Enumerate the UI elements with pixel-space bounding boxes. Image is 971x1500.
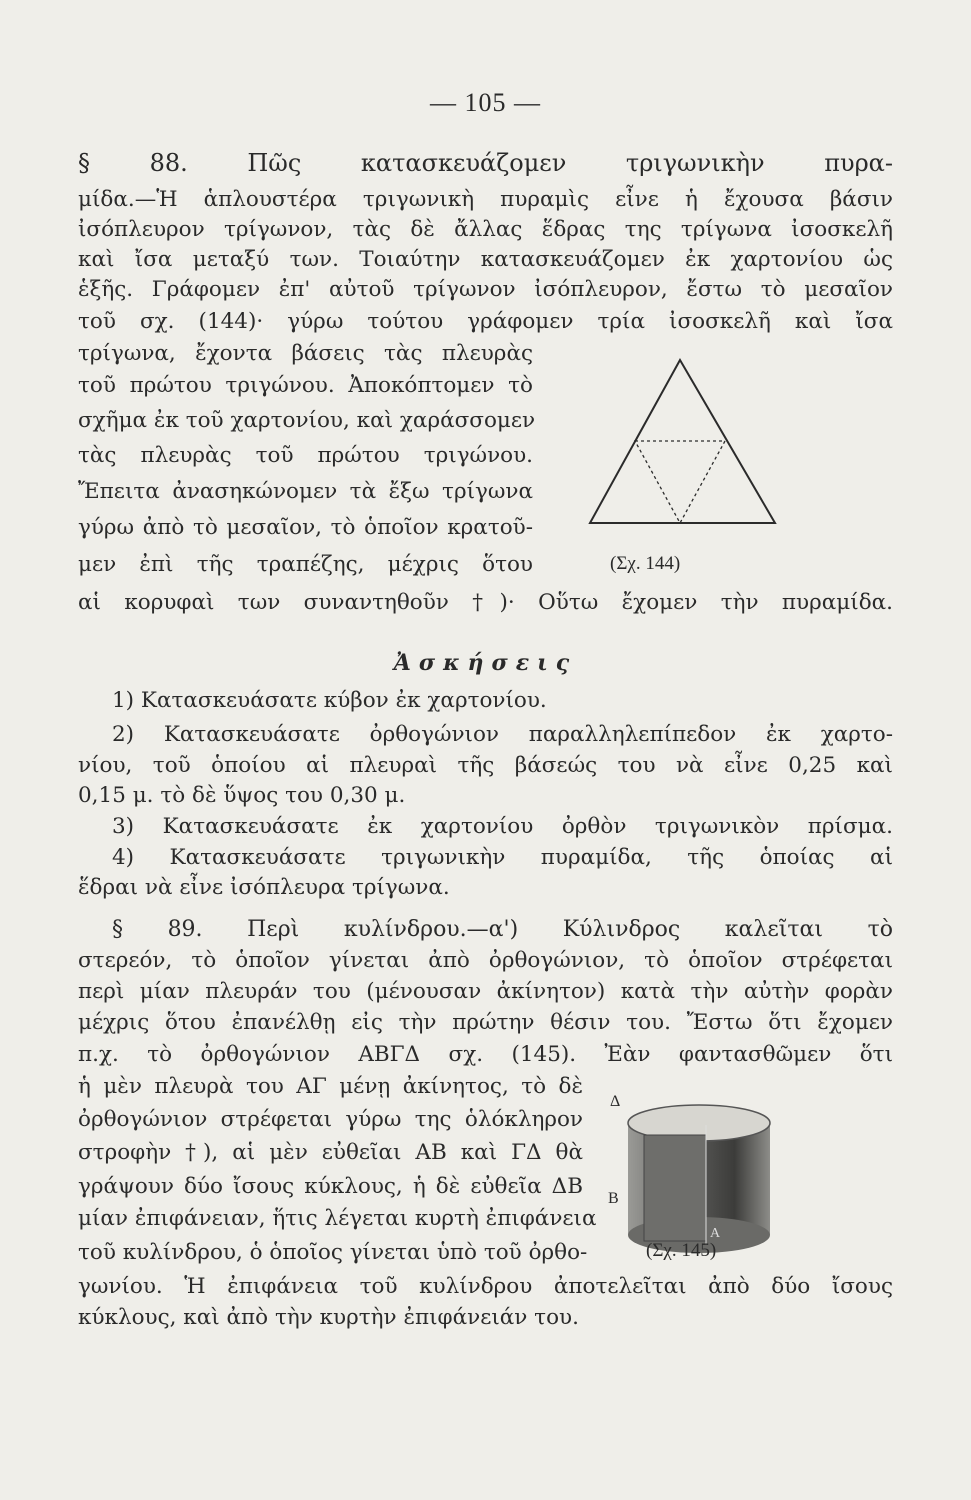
text-line: μίαν ἐπιφάνειαν, ἥτις λέγεται κυρτὴ ἐπιφάνεια — [78, 1206, 597, 1231]
text-line: γωνίου. Ἡ ἐπιφάνεια τοῦ κυλίνδρου ἀποτελεῖται ἀπὸ δύο ἴσους — [78, 1274, 893, 1299]
text-line: τοῦ πρώτου τριγώνου. Ἀποκόπτομεν τὸ — [78, 373, 533, 398]
exercise-item: 3) Κατασκευάσατε ἐκ χαρτονίου ὀρθὸν τριγωνικὸν πρίσμα. — [112, 814, 893, 839]
page-number: — 105 — — [430, 88, 541, 117]
cylinder-label-bottom: Α — [710, 1226, 721, 1241]
text-line: στερεόν, τὸ ὁποῖον γίνεται ἀπὸ ὀρθογώνιον, τὸ ὁποῖον στρέφεται — [78, 948, 893, 973]
text-line: γύρω ἀπὸ τὸ μεσαῖον, τὸ ὁποῖον κρατοῦ- — [78, 515, 533, 540]
text-line: ἑξῆς. Γράφομεν ἐπ' αὐτοῦ τρίγωνον ἰσόπλευρον, ἔστω τὸ μεσαῖον — [78, 277, 893, 302]
exercise-item: 4) Κατασκευάσατε τριγωνικὴν πυραμίδα, τῆς ὁποίας αἱ — [112, 845, 893, 870]
text-line: ἰσόπλευρον τρίγωνον, τὰς δὲ ἄλλας ἕδρας της τρίγωνα ἰσοσκελῆ — [78, 217, 893, 242]
text-line: μίδα.—Ἡ ἁπλουστέρα τριγωνικὴ πυραμὶς εἶνε ἡ ἔχουσα βάσιν — [78, 187, 893, 212]
text-line: τοῦ σχ. (144)· γύρω τούτου γράφομεν τρία ἰσοσκελῆ καὶ ἴσα — [78, 309, 893, 334]
text-line: ὀρθογώνιον στρέφεται γύρω της ὁλόκληρον — [78, 1107, 583, 1132]
exercise-item: 1) Κατασκευάσατε κύβον ἐκ χαρτονίου. — [112, 688, 547, 713]
text-line: μεν ἐπὶ τῆς τραπέζης, μέχρις ὅτου — [78, 552, 533, 577]
figure-145-caption: (Σχ. 145) — [646, 1240, 717, 1261]
text-line: μέχρις ὅτου ἐπανέλθῃ εἰς τὴν πρώτην θέσιν του. Ἔστω ὅτι ἔχομεν — [78, 1010, 893, 1035]
text-line: π.χ. τὸ ὀρθογώνιον ΑΒΓΔ σχ. (145). Ἐὰν φαντασθῶμεν ὅτι — [78, 1042, 893, 1067]
text-line: Ἔπειτα ἀνασηκώνομεν τὰ ἔξω τρίγωνα — [78, 479, 533, 504]
exercise-item: 0,15 μ. τὸ δὲ ὕψος του 0,30 μ. — [78, 783, 406, 808]
text-line: σχῆμα ἐκ τοῦ χαρτονίου, καὶ χαράσσομεν — [78, 408, 536, 433]
cylinder-label-left: Β — [608, 1190, 619, 1207]
text-line: γράψουν δύο ἴσους κύκλους, ἡ δὲ εὐθεῖα ΔΒ — [78, 1174, 583, 1199]
cylinder-label-top: Δ — [610, 1093, 621, 1110]
section-88-heading: § 88. Πῶς κατασκευάζομεν τριγωνικὴν πυρα- — [78, 149, 893, 177]
figure-144-caption: (Σχ. 144) — [610, 553, 681, 574]
exercise-item: ἕδραι νὰ εἶνε ἰσόπλευρα τρίγωνα. — [78, 875, 450, 900]
text-line: τρίγωνα, ἔχοντα βάσεις τὰς πλευρὰς — [78, 341, 533, 366]
text-line: περὶ μίαν πλευράν του (μένουσαν ἀκίνητον) κατὰ τὴν αὐτὴν φορὰν — [78, 979, 893, 1004]
text-line: ἡ μὲν πλευρὰ του ΑΓ μένῃ ἀκίνητος, τὸ δὲ — [78, 1074, 583, 1099]
text-line: στροφὴν †), αἱ μὲν εὐθεῖαι ΑΒ καὶ ΓΔ θὰ — [78, 1140, 583, 1165]
pyramid-net-figure — [575, 355, 795, 535]
text-line: κύκλους, καὶ ἀπὸ τὴν κυρτὴν ἐπιφάνειάν του. — [78, 1305, 579, 1330]
text-line: τὰς πλευρὰς τοῦ πρώτου τριγώνου. — [78, 443, 533, 468]
text-line: καὶ ἴσα μεταξύ των. Τοιαύτην κατασκευάζομεν ἐκ χαρτονίου ὡς — [78, 247, 893, 272]
text-line: τοῦ κυλίνδρου, ὁ ὁποῖος γίνεται ὑπὸ τοῦ ὀρθο- — [78, 1240, 588, 1265]
section-89-heading: § 89. Περὶ κυλίνδρου.—α') Κύλινδρος καλεῖται τὸ — [112, 917, 893, 942]
exercises-title: Ἀσκήσεις — [393, 650, 578, 676]
exercise-item: 2) Κατασκευάσατε ὀρθογώνιον παραλληλεπίπεδον ἐκ χαρτο- — [112, 722, 893, 747]
text-line: αἱ κορυφαὶ των συναντηθοῦν †)· Οὕτω ἔχομεν τὴν πυραμίδα. — [78, 590, 893, 615]
exercise-item: νίου, τοῦ ὁποίου αἱ πλευραὶ τῆς βάσεώς του νὰ εἶνε 0,25 καὶ — [78, 753, 893, 778]
